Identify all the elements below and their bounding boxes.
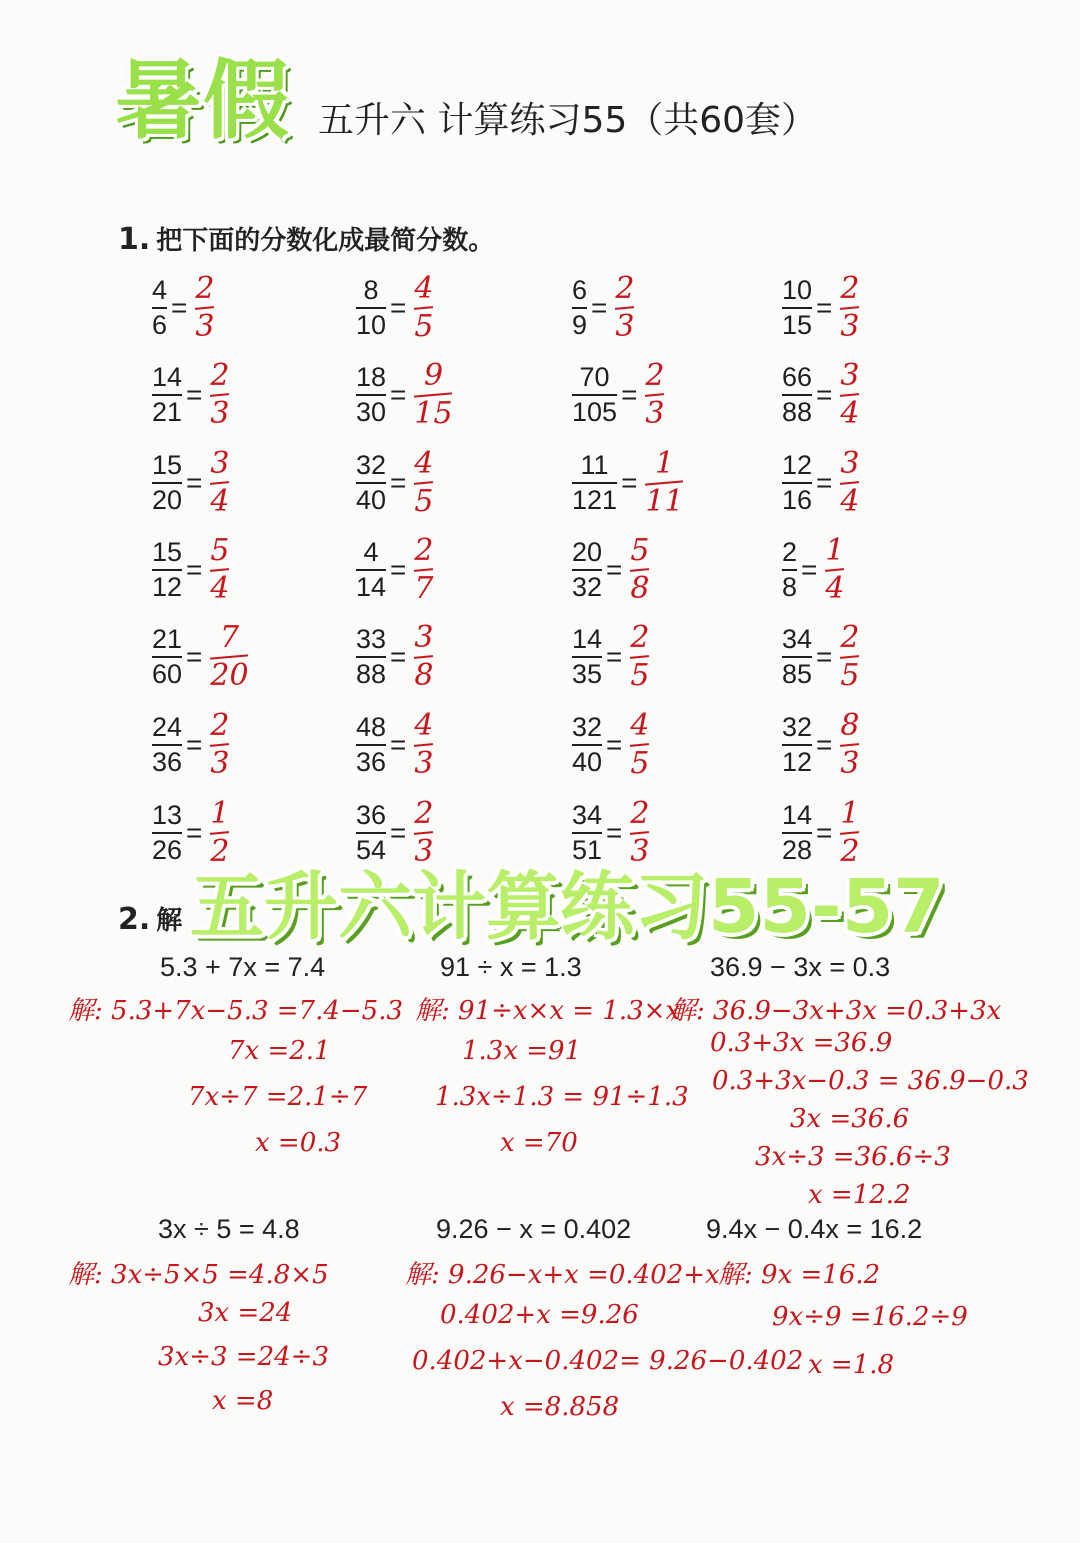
fraction-exercise bbox=[356, 617, 438, 697]
answer-numerator: 3 bbox=[414, 620, 434, 655]
answer-numerator: 5 bbox=[210, 533, 230, 568]
equals-sign: = bbox=[816, 641, 833, 672]
equals-sign: = bbox=[390, 729, 407, 760]
answer-denominator: 3 bbox=[630, 834, 650, 869]
numerator: 14 bbox=[152, 362, 183, 392]
answer-denominator: 3 bbox=[615, 309, 635, 344]
answer-fraction bbox=[626, 708, 653, 781]
numerator: 10 bbox=[782, 275, 813, 305]
fraction-exercise bbox=[152, 793, 234, 873]
solution-first-step: 解: 9.26−x+x =0.402+x bbox=[405, 1260, 720, 1290]
fraction-bar bbox=[572, 656, 602, 658]
answer-denominator: 2 bbox=[840, 834, 860, 869]
denominator: 40 bbox=[572, 747, 603, 777]
fraction-bar bbox=[152, 832, 182, 834]
answer-fraction bbox=[191, 271, 218, 344]
answer-denominator: 3 bbox=[210, 746, 230, 781]
equals-sign: = bbox=[186, 554, 203, 585]
fraction-exercise bbox=[572, 530, 654, 610]
answer-fraction bbox=[410, 708, 437, 781]
solution-step: x =12.2 bbox=[808, 1180, 911, 1210]
fraction-bar bbox=[782, 307, 812, 309]
given-fraction bbox=[782, 277, 812, 339]
answer-fraction bbox=[836, 796, 863, 869]
equals-sign: = bbox=[186, 817, 203, 848]
numerator: 24 bbox=[152, 712, 183, 742]
fraction-bar bbox=[782, 394, 812, 396]
answer-fraction bbox=[206, 708, 233, 781]
solution-first-step: 解: 3x÷5×5 =4.8×5 bbox=[68, 1260, 329, 1290]
answer-fraction bbox=[626, 796, 653, 869]
answer-fraction bbox=[641, 358, 668, 431]
numerator: 15 bbox=[152, 537, 183, 567]
solution-step: x =8 bbox=[212, 1386, 274, 1416]
fraction-bar bbox=[356, 394, 386, 396]
solution-step: 7x =2.1 bbox=[228, 1036, 331, 1066]
fraction-bar bbox=[572, 482, 617, 484]
fraction-exercise bbox=[152, 443, 234, 523]
fraction-bar bbox=[152, 569, 182, 571]
fraction-bar bbox=[572, 744, 602, 746]
equals-sign: = bbox=[390, 292, 407, 323]
equals-sign: = bbox=[621, 467, 638, 498]
answer-numerator: 3 bbox=[840, 446, 860, 481]
section-2-title: 解 bbox=[156, 906, 183, 936]
fraction-bar bbox=[356, 569, 386, 571]
numerator: 6 bbox=[572, 275, 588, 305]
answer-numerator: 2 bbox=[210, 708, 230, 743]
answer-denominator: 5 bbox=[630, 746, 650, 781]
given-fraction bbox=[572, 539, 602, 601]
numerator: 34 bbox=[782, 624, 813, 654]
section-1-heading bbox=[118, 220, 494, 257]
given-fraction bbox=[356, 277, 386, 339]
denominator: 35 bbox=[572, 659, 603, 689]
equals-sign: = bbox=[816, 379, 833, 410]
equals-sign: = bbox=[801, 554, 818, 585]
answer-numerator: 2 bbox=[414, 533, 434, 568]
fraction-bar bbox=[152, 394, 182, 396]
denominator: 36 bbox=[356, 747, 387, 777]
answer-fraction bbox=[836, 708, 863, 781]
answer-fraction bbox=[206, 533, 233, 606]
answer-fraction bbox=[410, 446, 437, 519]
equation-prompt: 9.4x − 0.4x = 16.2 bbox=[706, 1214, 923, 1244]
given-fraction bbox=[356, 539, 386, 601]
answer-denominator: 5 bbox=[414, 484, 434, 519]
fraction-exercise bbox=[572, 793, 654, 873]
equation-prompt: 3x ÷ 5 = 4.8 bbox=[158, 1214, 300, 1244]
answer-denominator: 3 bbox=[645, 396, 665, 431]
equals-sign: = bbox=[186, 641, 203, 672]
equals-sign: = bbox=[390, 554, 407, 585]
fraction-exercise bbox=[356, 355, 457, 435]
denominator: 88 bbox=[356, 659, 387, 689]
numerator: 20 bbox=[572, 537, 603, 567]
given-fraction bbox=[782, 714, 812, 776]
numerator: 8 bbox=[363, 275, 379, 305]
denominator: 60 bbox=[152, 659, 183, 689]
fraction-exercise bbox=[572, 617, 654, 697]
equals-sign: = bbox=[591, 292, 608, 323]
equals-sign: = bbox=[390, 467, 407, 498]
equals-sign: = bbox=[186, 379, 203, 410]
numerator: 70 bbox=[579, 362, 610, 392]
denominator: 54 bbox=[356, 835, 387, 865]
fraction-exercise bbox=[356, 268, 438, 348]
answer-fraction bbox=[836, 271, 863, 344]
numerator: 36 bbox=[356, 800, 387, 830]
section-2-number: 2. bbox=[118, 902, 151, 937]
given-fraction bbox=[356, 364, 386, 426]
answer-numerator: 3 bbox=[840, 358, 860, 393]
denominator: 28 bbox=[782, 835, 813, 865]
solution-first-step: 解: 36.9−3x+3x =0.3+3x bbox=[670, 996, 1002, 1026]
solution-step: 0.3+3x =36.9 bbox=[710, 1028, 893, 1058]
equals-sign: = bbox=[816, 292, 833, 323]
fraction-bar bbox=[152, 744, 182, 746]
answer-denominator: 20 bbox=[210, 658, 249, 693]
denominator: 36 bbox=[152, 747, 183, 777]
equals-sign: = bbox=[816, 817, 833, 848]
fraction-exercise bbox=[152, 355, 234, 435]
fraction-exercise bbox=[356, 705, 438, 785]
numerator: 4 bbox=[363, 537, 379, 567]
numerator: 14 bbox=[572, 624, 603, 654]
solution-step: 7x÷7 =2.1÷7 bbox=[188, 1082, 368, 1112]
solution-step: x =70 bbox=[500, 1128, 578, 1158]
fraction-bar bbox=[152, 656, 182, 658]
answer-fraction bbox=[836, 620, 863, 693]
solution-step: 0.402+x =9.26 bbox=[440, 1300, 639, 1330]
answer-fraction bbox=[410, 620, 437, 693]
denominator: 88 bbox=[782, 397, 813, 427]
equation-prompt: 36.9 − 3x = 0.3 bbox=[710, 952, 891, 982]
numerator: 33 bbox=[356, 624, 387, 654]
denominator: 16 bbox=[782, 485, 813, 515]
answer-fraction bbox=[206, 620, 252, 693]
given-fraction bbox=[572, 802, 602, 864]
given-fraction bbox=[782, 802, 812, 864]
denominator: 32 bbox=[572, 572, 603, 602]
solution-step: 3x÷3 =36.6÷3 bbox=[755, 1142, 951, 1172]
answer-fraction bbox=[410, 796, 437, 869]
given-fraction bbox=[152, 277, 167, 339]
answer-fraction bbox=[836, 446, 863, 519]
fraction-bar bbox=[782, 569, 797, 571]
answer-denominator: 3 bbox=[840, 746, 860, 781]
fraction-exercise bbox=[782, 268, 864, 348]
answer-fraction bbox=[410, 533, 437, 606]
fraction-bar bbox=[356, 307, 386, 309]
equation-prompt: 91 ÷ x = 1.3 bbox=[440, 952, 582, 982]
equals-sign: = bbox=[816, 467, 833, 498]
numerator: 11 bbox=[580, 450, 609, 480]
denominator: 40 bbox=[356, 485, 387, 515]
denominator: 85 bbox=[782, 659, 813, 689]
answer-denominator: 8 bbox=[414, 658, 434, 693]
given-fraction bbox=[782, 364, 812, 426]
answer-numerator: 1 bbox=[210, 796, 230, 831]
summer-badge: 暑假 bbox=[115, 51, 291, 151]
denominator: 14 bbox=[356, 572, 387, 602]
denominator: 30 bbox=[356, 397, 387, 427]
fraction-bar bbox=[782, 656, 812, 658]
given-fraction bbox=[572, 714, 602, 776]
denominator: 8 bbox=[782, 572, 798, 602]
fraction-bar bbox=[572, 832, 602, 834]
answer-numerator: 1 bbox=[840, 796, 860, 831]
answer-denominator: 5 bbox=[840, 658, 860, 693]
numerator: 32 bbox=[356, 450, 387, 480]
answer-denominator: 4 bbox=[825, 571, 845, 606]
answer-numerator: 4 bbox=[630, 708, 650, 743]
given-fraction bbox=[152, 626, 182, 688]
numerator: 18 bbox=[356, 362, 387, 392]
fraction-bar bbox=[572, 569, 602, 571]
equals-sign: = bbox=[171, 292, 188, 323]
answer-fraction bbox=[206, 446, 233, 519]
fraction-bar bbox=[572, 394, 617, 396]
denominator: 6 bbox=[152, 310, 168, 340]
given-fraction bbox=[152, 714, 182, 776]
page-title: 五升六 计算练习55（共60套） bbox=[318, 100, 818, 141]
answer-numerator: 1 bbox=[654, 446, 675, 481]
answer-denominator: 4 bbox=[210, 571, 230, 606]
denominator: 12 bbox=[152, 572, 183, 602]
denominator: 12 bbox=[782, 747, 813, 777]
solution-first-step: 解: 91÷x×x = 1.3×x bbox=[415, 996, 681, 1026]
solution-step: 3x =24 bbox=[198, 1298, 293, 1328]
fraction-exercise bbox=[152, 268, 218, 348]
answer-denominator: 8 bbox=[630, 571, 650, 606]
answer-denominator: 3 bbox=[195, 309, 215, 344]
fraction-bar bbox=[782, 832, 812, 834]
answer-fraction bbox=[821, 533, 848, 606]
numerator: 48 bbox=[356, 712, 387, 742]
given-fraction bbox=[356, 714, 386, 776]
answer-numerator: 2 bbox=[840, 271, 860, 306]
fraction-exercise bbox=[782, 793, 864, 873]
given-fraction bbox=[782, 626, 812, 688]
equals-sign: = bbox=[186, 467, 203, 498]
equals-sign: = bbox=[621, 379, 638, 410]
given-fraction bbox=[152, 802, 182, 864]
numerator: 32 bbox=[782, 712, 813, 742]
numerator: 15 bbox=[152, 450, 183, 480]
answer-denominator: 4 bbox=[840, 396, 860, 431]
numerator: 66 bbox=[782, 362, 813, 392]
fraction-exercise bbox=[572, 705, 654, 785]
answer-fraction bbox=[626, 533, 653, 606]
solution-first-step: 解: 5.3+7x−5.3 =7.4−5.3 bbox=[68, 996, 404, 1026]
fraction-exercise bbox=[782, 530, 848, 610]
fraction-bar bbox=[782, 482, 812, 484]
denominator: 20 bbox=[152, 485, 183, 515]
given-fraction bbox=[572, 626, 602, 688]
numerator: 14 bbox=[782, 800, 813, 830]
solution-step: x =0.3 bbox=[255, 1128, 342, 1158]
answer-denominator: 3 bbox=[414, 834, 434, 869]
fraction-bar bbox=[356, 832, 386, 834]
fraction-bar bbox=[152, 482, 182, 484]
answer-numerator: 2 bbox=[840, 620, 860, 655]
answer-fraction bbox=[611, 271, 638, 344]
answer-fraction bbox=[206, 796, 233, 869]
equals-sign: = bbox=[186, 729, 203, 760]
denominator: 121 bbox=[572, 485, 618, 515]
given-fraction bbox=[572, 277, 587, 339]
denominator: 105 bbox=[572, 397, 618, 427]
numerator: 34 bbox=[572, 800, 603, 830]
denominator: 26 bbox=[152, 835, 183, 865]
numerator: 32 bbox=[572, 712, 603, 742]
answer-denominator: 3 bbox=[840, 309, 860, 344]
answer-fraction bbox=[410, 271, 437, 344]
solution-step: x =8.858 bbox=[500, 1392, 620, 1422]
numerator: 13 bbox=[152, 800, 183, 830]
answer-denominator: 4 bbox=[210, 484, 230, 519]
solution-step: 0.3+3x−0.3 = 36.9−0.3 bbox=[712, 1066, 1029, 1096]
given-fraction bbox=[782, 539, 797, 601]
fraction-exercise bbox=[356, 793, 438, 873]
solution-step: 1.3x =91 bbox=[462, 1036, 582, 1066]
numerator: 4 bbox=[152, 275, 168, 305]
fraction-bar bbox=[782, 744, 812, 746]
answer-denominator: 5 bbox=[414, 309, 434, 344]
solution-step: 0.402+x−0.402= 9.26−0.402 bbox=[412, 1346, 804, 1376]
answer-numerator: 9 bbox=[423, 358, 444, 393]
fraction-bar bbox=[152, 307, 167, 309]
equals-sign: = bbox=[606, 817, 623, 848]
answer-fraction bbox=[836, 358, 863, 431]
answer-fraction bbox=[626, 620, 653, 693]
solution-step: 3x =36.6 bbox=[790, 1104, 910, 1134]
answer-numerator: 2 bbox=[630, 620, 650, 655]
answer-numerator: 2 bbox=[210, 358, 230, 393]
equals-sign: = bbox=[606, 729, 623, 760]
answer-numerator: 7 bbox=[219, 620, 240, 655]
given-fraction bbox=[356, 452, 386, 514]
numerator: 12 bbox=[782, 450, 813, 480]
answer-numerator: 3 bbox=[210, 446, 230, 481]
answer-denominator: 3 bbox=[210, 396, 230, 431]
equals-sign: = bbox=[390, 641, 407, 672]
answer-numerator: 5 bbox=[630, 533, 650, 568]
answer-denominator: 3 bbox=[414, 746, 434, 781]
answer-numerator: 2 bbox=[630, 796, 650, 831]
answer-numerator: 2 bbox=[414, 796, 434, 831]
fraction-exercise bbox=[782, 443, 864, 523]
denominator: 15 bbox=[782, 310, 813, 340]
fraction-bar bbox=[572, 307, 587, 309]
given-fraction bbox=[152, 539, 182, 601]
numerator: 21 bbox=[152, 624, 183, 654]
fraction-bar bbox=[356, 656, 386, 658]
given-fraction bbox=[572, 452, 617, 514]
fraction-exercise bbox=[782, 705, 864, 785]
fraction-exercise bbox=[782, 355, 864, 435]
equals-sign: = bbox=[390, 817, 407, 848]
given-fraction bbox=[152, 364, 182, 426]
equals-sign: = bbox=[606, 641, 623, 672]
given-fraction bbox=[356, 626, 386, 688]
solution-step: x =1.8 bbox=[808, 1350, 895, 1380]
fraction-exercise bbox=[782, 617, 864, 697]
answer-numerator: 4 bbox=[414, 446, 434, 481]
section-1-title: 把下面的分数化成最简分数。 bbox=[156, 226, 495, 256]
answer-numerator: 2 bbox=[615, 271, 635, 306]
fraction-exercise bbox=[572, 443, 688, 523]
given-fraction bbox=[572, 364, 617, 426]
answer-denominator: 4 bbox=[840, 484, 860, 519]
numerator: 2 bbox=[782, 537, 798, 567]
answer-fraction bbox=[641, 446, 687, 519]
answer-numerator: 2 bbox=[645, 358, 665, 393]
equals-sign: = bbox=[390, 379, 407, 410]
denominator: 10 bbox=[356, 310, 387, 340]
answer-fraction bbox=[410, 358, 456, 431]
fraction-exercise bbox=[356, 530, 438, 610]
answer-denominator: 5 bbox=[630, 658, 650, 693]
answer-numerator: 1 bbox=[825, 533, 845, 568]
section-1-number: 1. bbox=[118, 222, 151, 257]
answer-numerator: 8 bbox=[840, 708, 860, 743]
answer-denominator: 15 bbox=[414, 396, 453, 431]
answer-numerator: 2 bbox=[195, 271, 215, 306]
answer-numerator: 4 bbox=[414, 708, 434, 743]
overlay-banner: 五升六计算练习55-57 bbox=[190, 864, 945, 950]
answer-numerator: 4 bbox=[414, 271, 434, 306]
fraction-bar bbox=[356, 482, 386, 484]
solution-step: 9x÷9 =16.2÷9 bbox=[772, 1302, 968, 1332]
fraction-exercise bbox=[152, 705, 234, 785]
fraction-exercise bbox=[356, 443, 438, 523]
fraction-exercise bbox=[572, 355, 669, 435]
given-fraction bbox=[356, 802, 386, 864]
section-2-heading bbox=[118, 900, 182, 937]
equation-prompt: 9.26 − x = 0.402 bbox=[436, 1214, 632, 1244]
given-fraction bbox=[782, 452, 812, 514]
fraction-exercise bbox=[572, 268, 638, 348]
answer-denominator: 11 bbox=[645, 484, 684, 519]
solution-step: 1.3x÷1.3 = 91÷1.3 bbox=[435, 1082, 689, 1112]
fraction-bar bbox=[356, 744, 386, 746]
solution-step: 3x÷3 =24÷3 bbox=[158, 1342, 329, 1372]
fraction-exercise bbox=[152, 617, 253, 697]
equation-prompt: 5.3 + 7x = 7.4 bbox=[160, 952, 326, 982]
given-fraction bbox=[152, 452, 182, 514]
answer-fraction bbox=[206, 358, 233, 431]
solution-first-step: 解: 9x =16.2 bbox=[718, 1260, 881, 1290]
denominator: 51 bbox=[572, 835, 603, 865]
fraction-exercise bbox=[152, 530, 234, 610]
denominator: 21 bbox=[152, 397, 183, 427]
equals-sign: = bbox=[606, 554, 623, 585]
equals-sign: = bbox=[816, 729, 833, 760]
answer-denominator: 7 bbox=[414, 571, 434, 606]
denominator: 9 bbox=[572, 310, 588, 340]
answer-denominator: 2 bbox=[210, 834, 230, 869]
